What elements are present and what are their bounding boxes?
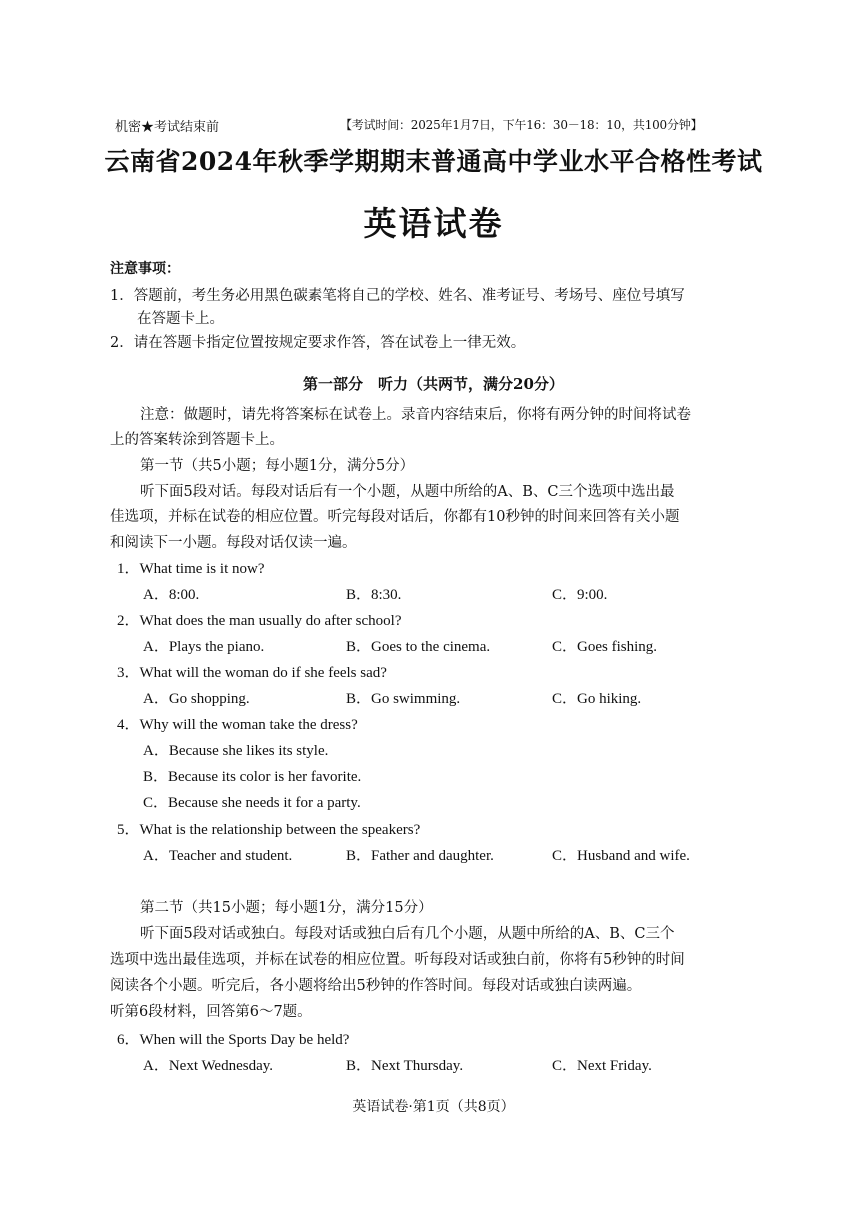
option-b: B．Next Thursday. bbox=[346, 1058, 464, 1074]
page-footer: 英语试卷·第1页（共8页） bbox=[352, 1099, 515, 1115]
option-c: C．Next Friday. bbox=[552, 1058, 652, 1074]
question-stem: 3．What will the woman do if she feels sad? bbox=[117, 665, 387, 681]
section2-heading: 第二节（共15小题；每小题1分，满分15分） bbox=[140, 900, 433, 916]
option-b: B．Father and daughter. bbox=[346, 848, 494, 864]
section1-instructions-cont: 佳选项，并标在试卷的相应位置。听完每段对话后，你都有10秒钟的时间来回答有关小题 bbox=[110, 509, 680, 525]
exam-title: 云南省2024年秋季学期期末普通高中学业水平合格性考试 bbox=[104, 147, 763, 176]
option-c: C．Goes fishing. bbox=[552, 639, 658, 655]
option-c: C．9:00. bbox=[552, 587, 608, 603]
option-a: A．Next Wednesday. bbox=[143, 1058, 274, 1074]
option-b: B．Because its color is her favorite. bbox=[143, 769, 362, 785]
option-a: A．Plays the piano. bbox=[143, 639, 265, 655]
notice-item-1: 1．答题前，考生务必用黑色碳素笔将自己的学校、姓名、准考证号、考场号、座位号填写 bbox=[110, 288, 685, 304]
option-b: B．8:30. bbox=[346, 587, 402, 603]
material-instruction: 听第6段材料，回答第6～7题。 bbox=[110, 1004, 312, 1020]
section1-instructions-end: 和阅读下一小题。每段对话仅读一遍。 bbox=[110, 535, 357, 551]
question-stem: 5．What is the relationship between the speakers? bbox=[117, 822, 421, 838]
part1-note-cont: 上的答案转涂到答题卡上。 bbox=[110, 432, 284, 448]
question-stem: 4．Why will the woman take the dress? bbox=[117, 717, 358, 733]
option-c: C．Go hiking. bbox=[552, 691, 642, 707]
section2-instructions-end: 阅读各个小题。听完后，各小题将给出5秒钟的作答时间。每段对话或独白读两遍。 bbox=[110, 978, 642, 994]
notice-item-2: 2．请在答题卡指定位置按规定要求作答，答在试卷上一律无效。 bbox=[110, 335, 526, 351]
question-stem: 2．What does the man usually do after school? bbox=[117, 613, 402, 629]
question-stem: 1．What time is it now? bbox=[117, 561, 265, 577]
option-a: A．Because she likes its style. bbox=[143, 743, 329, 759]
option-a: A．8:00. bbox=[143, 587, 200, 603]
section1-instructions: 听下面5段对话。每段对话后有一个小题，从题中所给的A、B、C三个选项中选出最 bbox=[140, 484, 675, 500]
option-a: A．Teacher and student. bbox=[143, 848, 293, 864]
option-b: B．Go swimming. bbox=[346, 691, 461, 707]
exam-subtitle: 英语试卷 bbox=[363, 204, 504, 243]
part1-heading: 第一部分 听力（共两节，满分20分） bbox=[303, 375, 564, 393]
notice-heading: 注意事项： bbox=[110, 261, 180, 277]
option-b: B．Goes to the cinema. bbox=[346, 639, 491, 655]
section2-instructions: 听下面5段对话或独白。每段对话或独白后有几个小题，从题中所给的A、B、C三个 bbox=[140, 926, 675, 942]
section1-heading: 第一节（共5小题；每小题1分，满分5分） bbox=[140, 458, 415, 474]
option-a: A．Go shopping. bbox=[143, 691, 250, 707]
option-c: C．Husband and wife. bbox=[552, 848, 690, 864]
part1-note: 注意：做题时，请先将答案标在试卷上。录音内容结束后，你将有两分钟的时间将试卷 bbox=[140, 407, 691, 423]
option-c: C．Because she needs it for a party. bbox=[143, 795, 361, 811]
section2-instructions-cont: 选项中选出最佳选项，并标在试卷的相应位置。听每段对话或独白前，你将有5秒钟的时间 bbox=[110, 952, 685, 968]
notice-item-1-cont: 在答题卡上。 bbox=[137, 311, 224, 327]
confidential-label: 机密★考试结束前 bbox=[115, 120, 220, 135]
question-stem: 6．When will the Sports Day be held? bbox=[117, 1032, 350, 1048]
exam-time: 【考试时间：2025年1月7日，下午16：30－18：10，共100分钟】 bbox=[340, 118, 703, 132]
